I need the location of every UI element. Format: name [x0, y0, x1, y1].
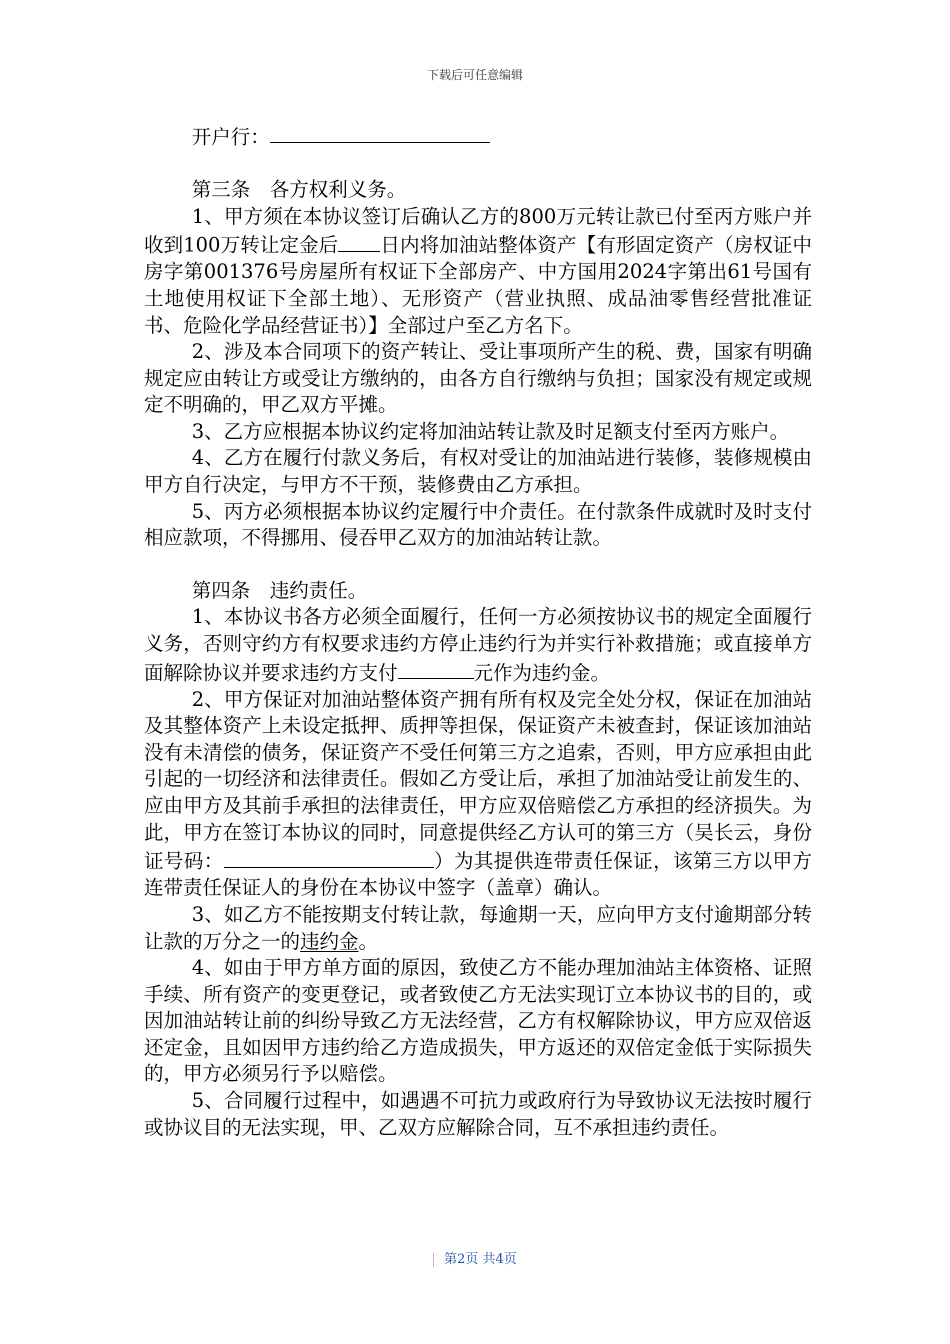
bank-blank: [270, 122, 490, 143]
text-span: 1、本协议书各方必须全面履行，任何一方必须按协议书的规定全面履行义务，否则守约方有权要求违约方停止违约行为并实行补救措施；或直接单方面解除协议并要求违约方支付: [144, 605, 812, 685]
penalty-link[interactable]: 违约金: [300, 929, 359, 953]
days-blank: [338, 230, 380, 251]
article3-item5: 5、丙方必须根据本协议约定履行中介责任。在付款条件成就时及时支付相应款项，不得挪用、侵吞甲乙双方的加油站转让款。: [144, 499, 812, 550]
article3-item4: 4、乙方在履行付款义务后，有权对受让的加油站进行装修，装修规模由甲方自行决定，与甲方不干预，装修费由乙方承担。: [144, 446, 812, 497]
article4-item1: [144, 604, 812, 686]
text-span: 3、如乙方不能按期支付转让款，每逾期一天，应向甲方支付逾期部分转让款的万分之一的: [144, 902, 812, 953]
id-number-blank: [224, 846, 434, 867]
page-header: 下载后可任意编辑: [426, 68, 523, 82]
article3-item2: 2、涉及本合同项下的资产转让、受让事项所产生的税、费，国家有明确规定应由转让方或受让方缴纳的，由各方自行缴纳与负担；国家没有规定或规定不明确的，甲乙双方平摊。: [144, 340, 812, 417]
article4-item5: 5、合同履行过程中，如遇遇不可抗力或政府行为导致协议无法按时履行或协议目的无法实现，甲、乙双方应解除合同，互不承担违约责任。: [144, 1089, 812, 1139]
page-footer: [0, 1248, 950, 1267]
article3-item1: [144, 204, 812, 339]
text-span: ）为其提供连带责任保证，该第三方以甲方连带责任保证人的身份在本协议中签字（盖章）确认。: [144, 849, 812, 900]
article4-item2: [144, 687, 812, 902]
article4-title: 第四条 违约责任。: [191, 578, 368, 602]
bank-line: [144, 122, 812, 151]
text-span: 日内将加油站整体资产【有形固定资产（房权证中房字第001376号房屋所有权证下全部房产、中方国用2024字第出61号国有土地使用权证下全部土地）、无形资产（营业执照、成品油零售经营批准证书、危险化学品经营证书）】全部过户至乙方名下。: [144, 233, 812, 337]
penalty-blank: [398, 658, 474, 679]
text-span: 元作为违约金。: [473, 661, 611, 685]
article4-item3: [144, 902, 812, 955]
document-body: [144, 122, 812, 1141]
footer-divider: [433, 1253, 434, 1267]
article4-item4: 4、如由于甲方单方面的原因，致使乙方不能办理加油站主体资格、证照手续、所有资产的变更登记，或者致使乙方无法实现订立本协议书的目的，或因加油站转让前的纠纷导致乙方无法经营，乙方有权解除协议，甲方应双倍返还定金，且如因甲方违约给乙方造成损失，甲方返还的双倍定金低于实际损失的，甲方必须另行予以赔偿。: [144, 956, 812, 1086]
page-number: 第2页 共4页: [444, 1252, 517, 1267]
article3-title: 第三条 各方权利义务。: [191, 178, 407, 202]
text-span: 。: [358, 929, 379, 953]
article3-item3: 3、乙方应根据本协议约定将加油站转让款及时足额支付至丙方账户。: [191, 419, 790, 443]
text-span: 1、甲方须在本协议签订后确认乙方的800万元转让款已付至丙方账户并收到100万转让定金后: [144, 204, 812, 257]
bank-label: 开户行：: [191, 125, 270, 149]
text-span: 2、甲方保证对加油站整体资产拥有所有权及完全处分权，保证在加油站及其整体资产上未设定抵押、质押等担保，保证资产未被查封，保证该加油站没有未清偿的债务，保证资产不受任何第三方之追索，否则，甲方应承担由此引起的一切经济和法律责任。假如乙方受让后，承担了加油站受让前发生的、应由甲方及其前手承担的法律责任，甲方应双倍赔偿乙方承担的经济损失。为此，甲方在签订本协议的同时，同意提供经乙方认可的第三方（吴长云，身份证号码：: [144, 687, 812, 873]
